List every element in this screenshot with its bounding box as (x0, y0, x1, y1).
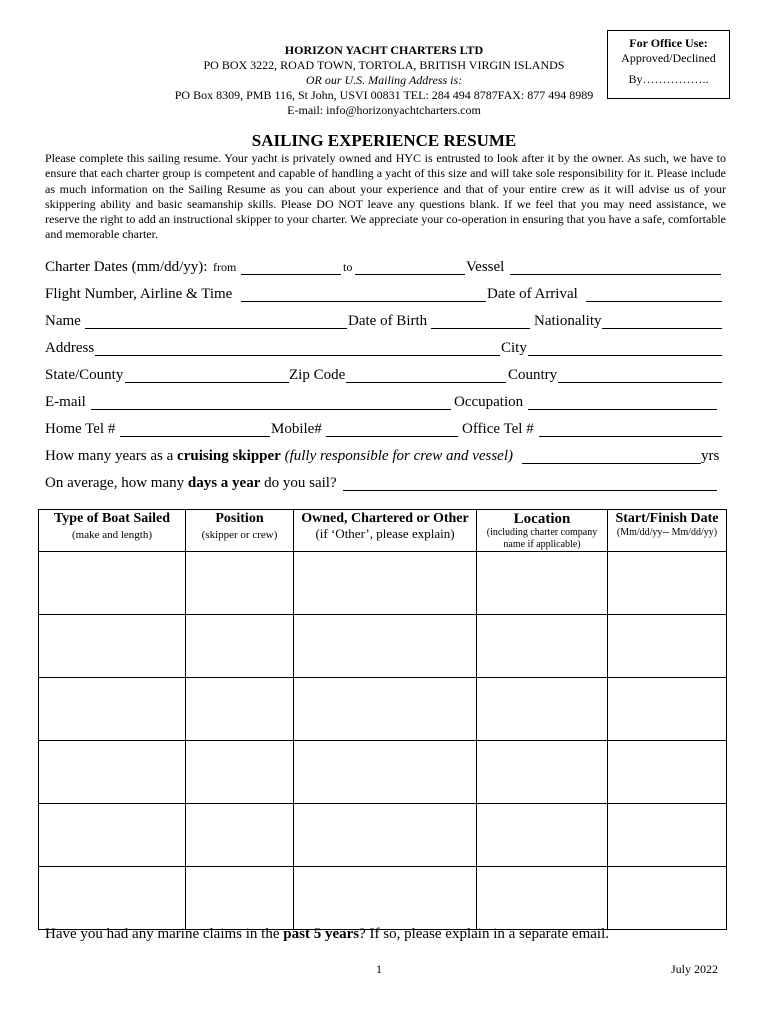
row-flight (45, 284, 725, 304)
days-year-field[interactable] (343, 476, 717, 491)
row-phones (45, 419, 725, 439)
zip-field[interactable] (346, 368, 506, 383)
table-cell[interactable] (186, 552, 294, 615)
arrival-field[interactable] (586, 287, 722, 302)
office-use-box (607, 30, 730, 99)
table-cell[interactable] (294, 552, 477, 615)
row-email (45, 392, 725, 412)
claims-post: ? If so, please explain in a separate email. (359, 926, 609, 942)
col-ownership (294, 510, 477, 552)
col-location-title: Location (513, 511, 571, 527)
col-location-sub: (including charter company name if applicable) (486, 527, 598, 550)
table-cell[interactable] (608, 867, 727, 930)
claims-bold: past 5 years (283, 926, 360, 942)
table-cell[interactable] (477, 552, 608, 615)
table-cell[interactable] (608, 552, 727, 615)
to-label: to (343, 260, 353, 274)
vessel-field[interactable] (510, 260, 721, 275)
col-ownership-title: Owned, Chartered or Other (301, 511, 469, 526)
alt-address-note: OR our U.S. Mailing Address is: (305, 73, 463, 87)
arrival-label: Date of Arrival (487, 286, 578, 302)
claims-text: Have you had any marine claims in the (45, 926, 284, 942)
marine-claims-question (45, 926, 609, 943)
table-cell[interactable] (294, 867, 477, 930)
table-cell[interactable] (39, 552, 186, 615)
email-label: E-mail (45, 394, 86, 410)
intro-paragraph: Please complete this sailing resume. Your yacht is privately owned and HYC is entrusted to look after it by the owner. As such, we have to ensure that each charter group is competent and capable of handling a yacht of this size and will take sole responsibility for it. Please include as much information on the Sailing Resume as you can about your experience and that of your entire crew as it will advise us of your skippering ability and basic seamanship skills. Please DO NOT leave any questions blank. If we feel that you may need assistance, we reserve the right to add an instructional skipper to your charter. We appreciate your co-operation in ensuring that you have a safe, comfortable and memorable charter. (45, 151, 726, 242)
table-cell[interactable] (186, 804, 294, 867)
col-position-title: Position (215, 511, 264, 526)
nationality-label: Nationality (534, 313, 602, 329)
table-cell[interactable] (608, 804, 727, 867)
zip-label: Zip Code (289, 367, 346, 383)
flight-label: Flight Number, Airline & Time (45, 286, 233, 302)
city-field[interactable] (528, 341, 722, 356)
from-label: from (213, 260, 237, 274)
table-cell[interactable] (608, 615, 727, 678)
table-row (39, 867, 727, 930)
office-use-title: For Office Use: (629, 36, 708, 50)
charter-to-field[interactable] (355, 260, 465, 275)
charter-dates-label: Charter Dates (mm/dd/yy): (45, 259, 208, 275)
vessel-label: Vessel (466, 259, 505, 275)
days-year-post: do you sail? (260, 475, 337, 491)
col-position-sub: (skipper or crew) (201, 529, 278, 541)
table-cell[interactable] (186, 615, 294, 678)
col-boat-type (39, 510, 186, 552)
table-cell[interactable] (477, 867, 608, 930)
letterhead (150, 43, 618, 118)
mobile-field[interactable] (326, 422, 458, 437)
col-location (477, 510, 608, 552)
mobile-label: Mobile# (271, 421, 322, 437)
address-label: Address (45, 340, 95, 356)
table-cell[interactable] (39, 678, 186, 741)
page-title: SAILING EXPERIENCE RESUME (251, 131, 517, 150)
table-row (39, 615, 727, 678)
country-label: Country (508, 367, 558, 383)
occupation-field[interactable] (528, 395, 717, 410)
office-tel-label: Office Tel # (462, 421, 534, 437)
days-year-question (45, 473, 337, 493)
table-row (39, 552, 727, 615)
col-dates (608, 510, 727, 552)
table-cell[interactable] (39, 804, 186, 867)
company-address: PO BOX 3222, ROAD TOWN, TORTOLA, BRITISH VIRGIN ISLANDS (203, 58, 565, 72)
col-boat-type-sub: (make and length) (71, 529, 153, 541)
skipper-years-question (45, 446, 513, 466)
experience-table (38, 509, 727, 930)
table-cell[interactable] (294, 804, 477, 867)
table-cell[interactable] (477, 741, 608, 804)
nationality-field[interactable] (602, 314, 722, 329)
flight-field[interactable] (241, 287, 486, 302)
office-tel-field[interactable] (539, 422, 722, 437)
company-email: E-mail: info@horizonyachtcharters.com (287, 103, 481, 117)
email-field[interactable] (91, 395, 451, 410)
table-cell[interactable] (477, 804, 608, 867)
col-boat-type-title: Type of Boat Sailed (53, 511, 171, 526)
table-cell[interactable] (186, 741, 294, 804)
row-address (45, 338, 725, 358)
dob-label: Date of Birth (348, 313, 428, 329)
table-row (39, 678, 727, 741)
page-number: 1 (376, 962, 382, 976)
table-cell[interactable] (39, 741, 186, 804)
skipper-years-italic: (fully responsible for crew and vessel) (280, 448, 514, 464)
office-use-status: Approved/Declined (621, 51, 716, 65)
dob-field[interactable] (431, 314, 530, 329)
table-cell[interactable] (608, 741, 727, 804)
col-position (186, 510, 294, 552)
row-name (45, 311, 725, 331)
days-year-bold: days a year (187, 475, 261, 491)
yrs-label: yrs (701, 448, 720, 464)
col-dates-title: Start/Finish Date (615, 511, 719, 526)
row-days-year (45, 473, 725, 493)
table-cell[interactable] (186, 867, 294, 930)
revision-date: July 2022 (671, 962, 719, 976)
us-address: PO Box 8309, PMB 116, St John, USVI 00831 TEL: 284 494 8787FAX: 877 494 8989 (174, 88, 594, 102)
row-skipper-years (45, 446, 725, 466)
table-cell[interactable] (294, 615, 477, 678)
col-dates-sub: (Mm/dd/yy-- Mm/dd/yy) (616, 527, 718, 538)
home-tel-label: Home Tel # (45, 421, 116, 437)
address-field[interactable] (95, 341, 500, 356)
skipper-years-text: How many years as a (45, 448, 178, 464)
row-charter-dates (45, 257, 725, 277)
skipper-years-bold: cruising skipper (177, 448, 281, 464)
table-cell[interactable] (39, 615, 186, 678)
charter-from-field[interactable] (241, 260, 341, 275)
table-cell[interactable] (477, 615, 608, 678)
table-cell[interactable] (294, 678, 477, 741)
table-cell[interactable] (39, 867, 186, 930)
row-state (45, 365, 725, 385)
country-field[interactable] (558, 368, 722, 383)
city-label: City (501, 340, 527, 356)
days-year-text: On average, how many (45, 475, 188, 491)
table-row (39, 741, 727, 804)
table-cell[interactable] (186, 678, 294, 741)
table-cell[interactable] (477, 678, 608, 741)
home-tel-field[interactable] (120, 422, 270, 437)
occupation-label: Occupation (454, 394, 524, 410)
table-header-row (39, 510, 727, 552)
name-field[interactable] (85, 314, 347, 329)
office-use-by: By…………….. (628, 72, 709, 86)
table-cell[interactable] (294, 741, 477, 804)
table-row (39, 804, 727, 867)
state-label: State/County (45, 367, 124, 383)
table-cell[interactable] (608, 678, 727, 741)
company-name: HORIZON YACHT CHARTERS LTD (284, 43, 484, 57)
skipper-years-field[interactable] (522, 449, 701, 464)
col-ownership-sub: (if ‘Other’, please explain) (315, 526, 455, 541)
state-field[interactable] (125, 368, 289, 383)
name-label: Name (45, 313, 81, 329)
